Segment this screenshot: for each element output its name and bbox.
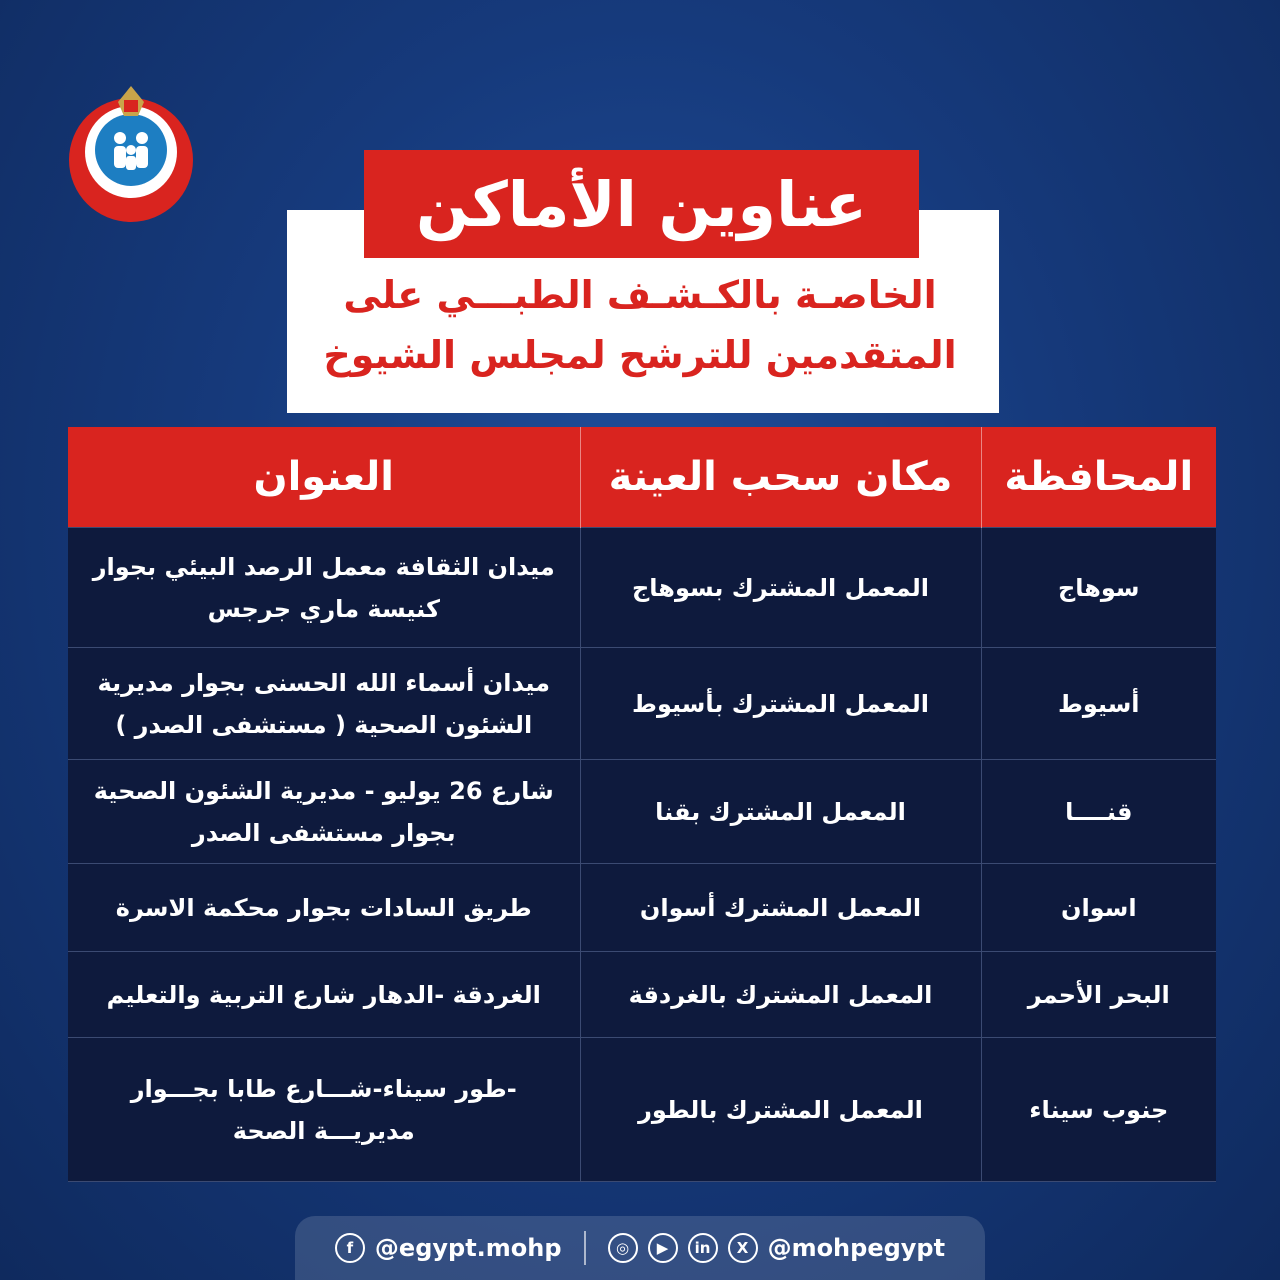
- address-cell: طريق السادات بجوار محكمة الاسرة: [68, 864, 580, 952]
- table-row: [68, 760, 1216, 864]
- governorate-cell: سوهاج: [981, 528, 1216, 648]
- table-row: [68, 528, 1216, 648]
- table-header-row: [68, 427, 1216, 528]
- table-row: [68, 1038, 1216, 1182]
- lab-cell: المعمل المشترك أسوان: [580, 864, 981, 952]
- governorate-cell: قنــــا: [981, 760, 1216, 864]
- table-row: [68, 952, 1216, 1038]
- page-title: عناوين الأماكن: [364, 150, 919, 258]
- lab-cell: المعمل المشترك بقنا: [580, 760, 981, 864]
- column-header-sample-location: مكان سحب العينة: [580, 427, 981, 528]
- social-handle[interactable]: @mohpegypt: [767, 1234, 946, 1262]
- subtitle: [300, 265, 980, 405]
- column-header-governorate: المحافظة: [981, 427, 1216, 528]
- column-header-address: العنوان: [68, 427, 580, 528]
- subtitle-line-2: المتقدمين للترشح لمجلس الشيوخ: [323, 333, 957, 377]
- governorate-cell: اسوان: [981, 864, 1216, 952]
- youtube-icon[interactable]: ▶: [648, 1233, 678, 1263]
- governorate-cell: جنوب سيناء: [981, 1038, 1216, 1182]
- locations-table: [68, 427, 1216, 1182]
- ministry-logo: [58, 72, 204, 228]
- address-cell: -طور سيناء-شـــارع طابا بجـــوار مديريـــة الصحة: [68, 1038, 580, 1182]
- governorate-cell: أسيوط: [981, 648, 1216, 760]
- governorate-cell: البحر الأحمر: [981, 952, 1216, 1038]
- lab-cell: المعمل المشترك بالطور: [580, 1038, 981, 1182]
- address-cell: شارع 26 يوليو - مديرية الشئون الصحية بجوار مستشفى الصدر: [68, 760, 580, 864]
- divider: [584, 1231, 586, 1265]
- linkedin-icon[interactable]: in: [688, 1233, 718, 1263]
- lab-cell: المعمل المشترك بأسيوط: [580, 648, 981, 760]
- facebook-handle[interactable]: @egypt.mohp: [374, 1234, 562, 1262]
- address-cell: ميدان أسماء الله الحسنى بجوار مديرية الشئون الصحية ( مستشفى الصدر ): [68, 648, 580, 760]
- lab-cell: المعمل المشترك بالغردقة: [580, 952, 981, 1038]
- x-icon[interactable]: X: [728, 1233, 758, 1263]
- address-cell: ميدان الثقافة معمل الرصد البيئي بجوار كنيسة ماري جرجس: [68, 528, 580, 648]
- facebook-icon[interactable]: f: [335, 1233, 365, 1263]
- instagram-icon[interactable]: ◎: [608, 1233, 638, 1263]
- lab-cell: المعمل المشترك بسوهاج: [580, 528, 981, 648]
- table-row: [68, 648, 1216, 760]
- social-bar: [295, 1216, 985, 1280]
- table-row: [68, 864, 1216, 952]
- address-cell: الغردقة -الدهار شارع التربية والتعليم: [68, 952, 580, 1038]
- subtitle-line-1: الخاصـة بالكـشـف الطبـــي على: [343, 273, 937, 317]
